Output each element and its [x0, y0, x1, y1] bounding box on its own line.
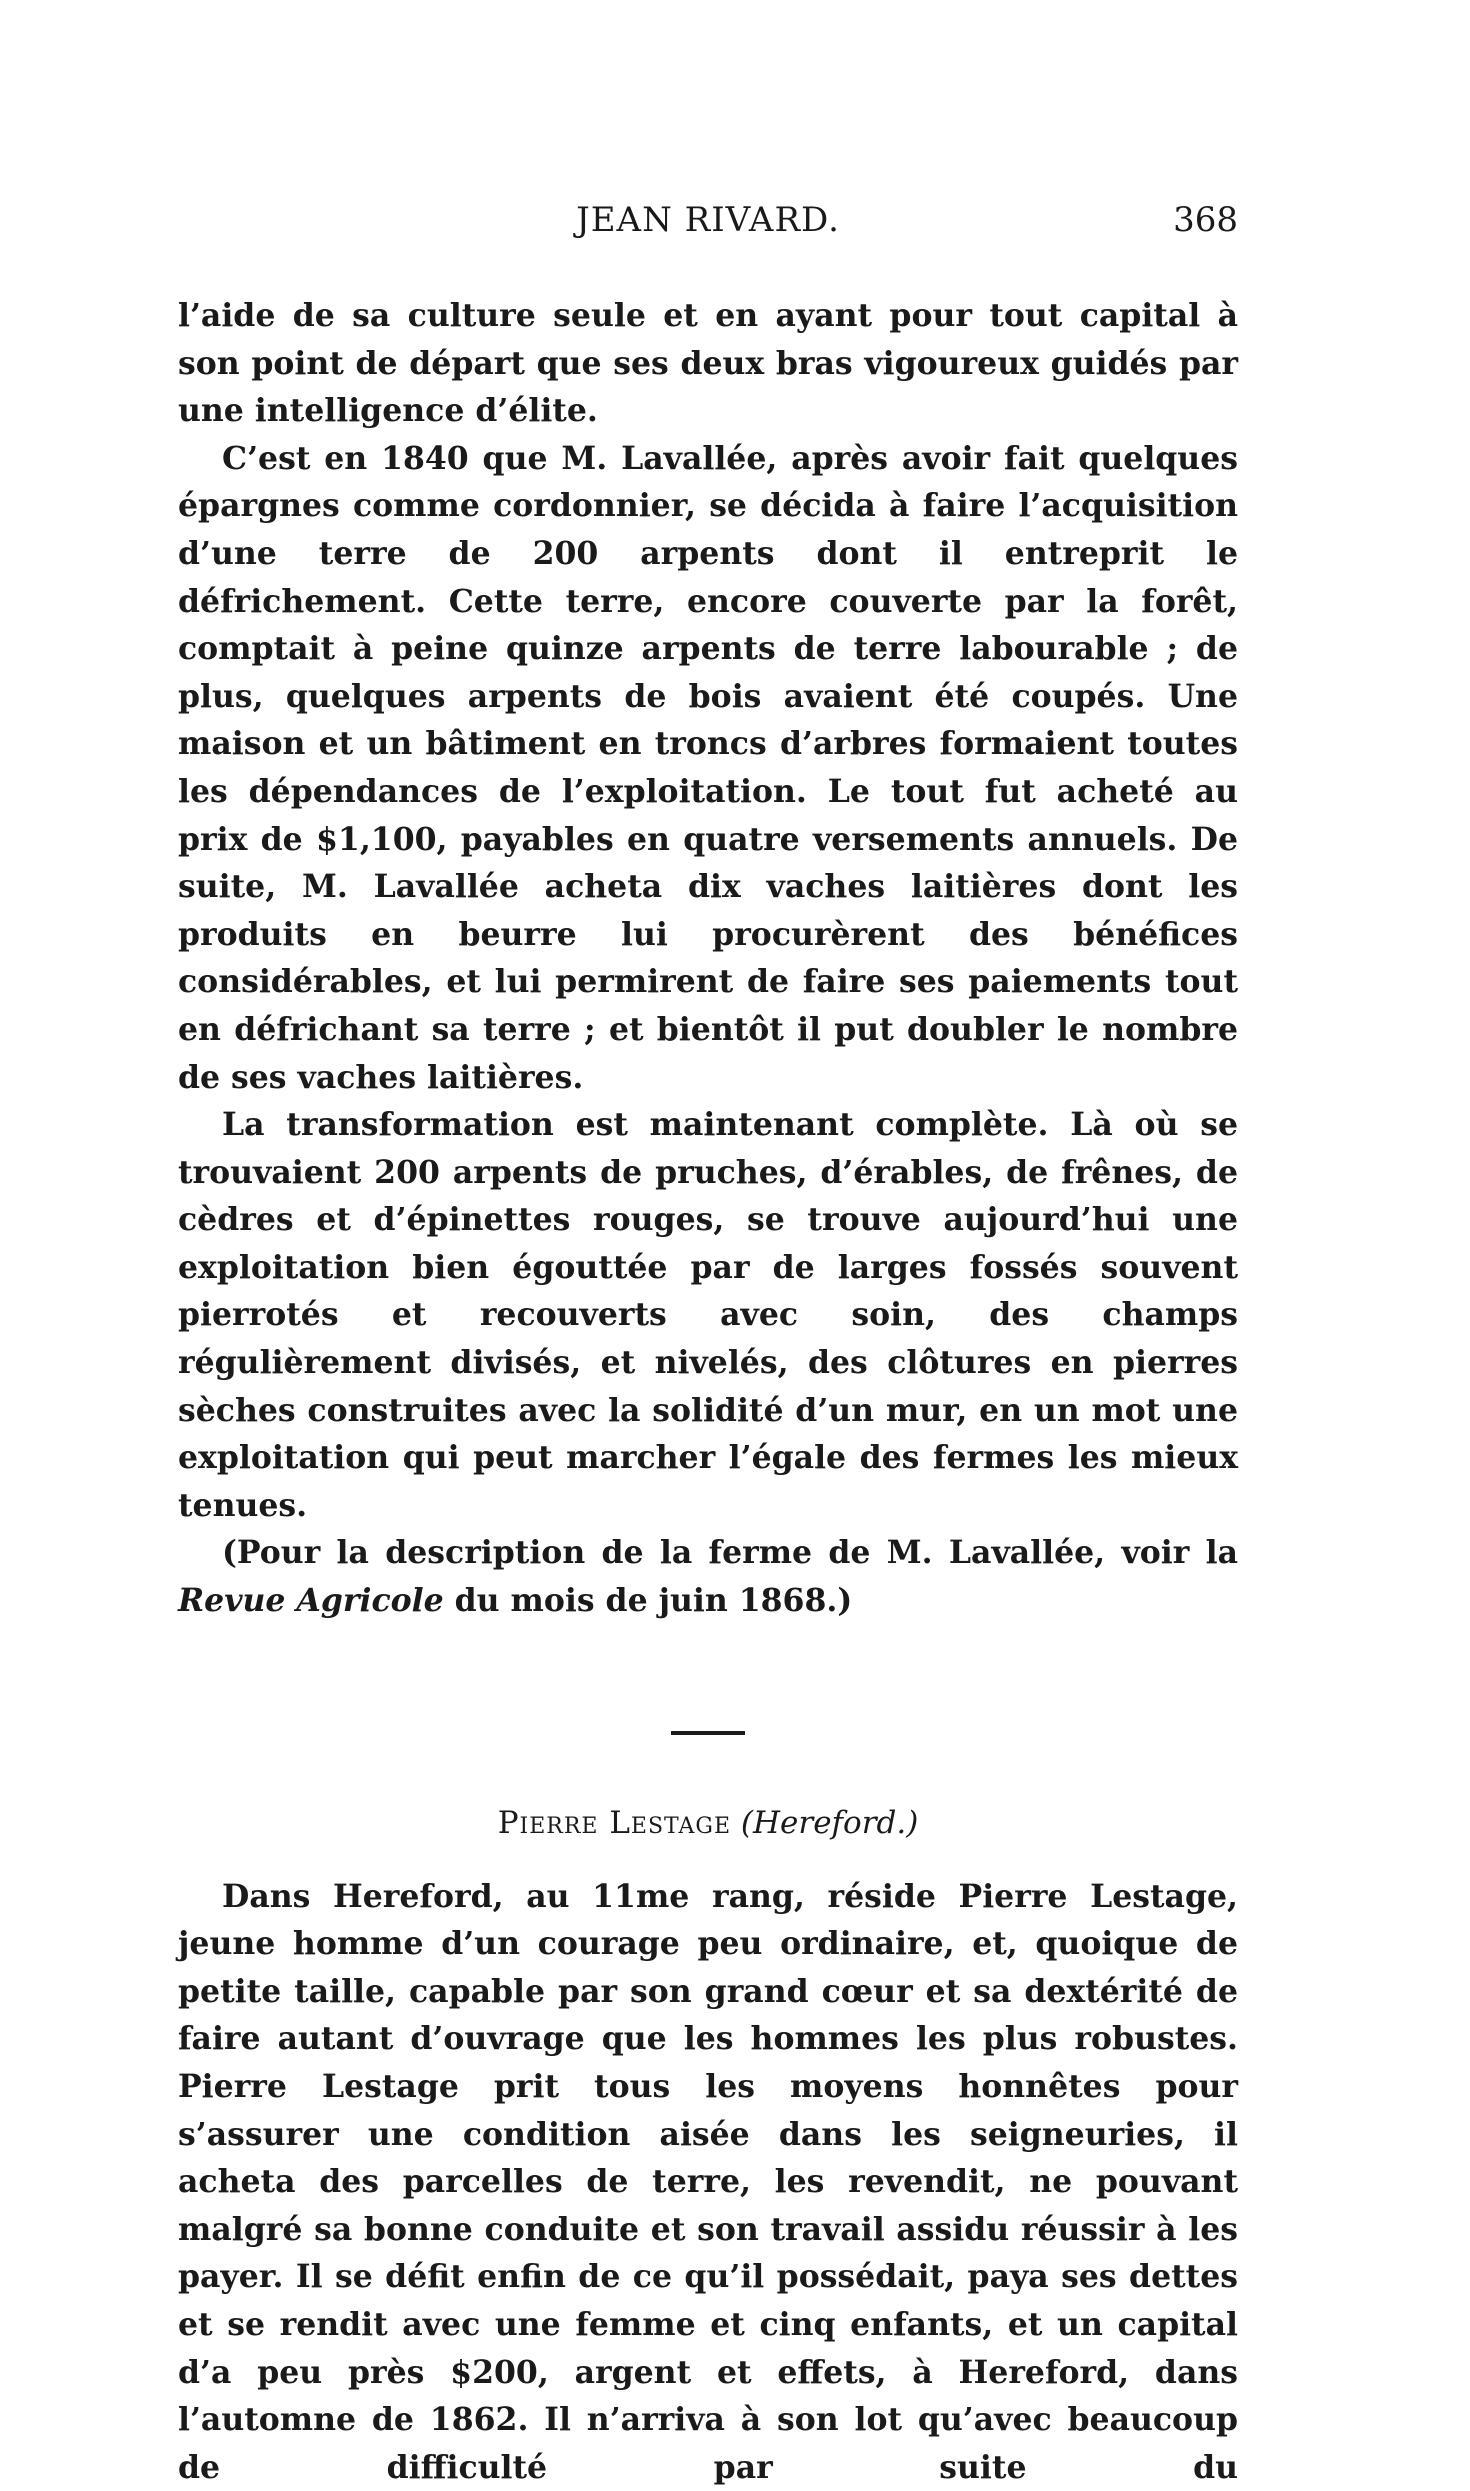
paragraph-lavallee-history: C’est en 1840 que M. Lavallée, après avoir fait quelques épargnes comme cordonnier, se décida à faire l’acquisition d’une terre de 200 arpents dont il entreprit le défrichement. Cette terre, encore couverte par la forêt, comptait à peine quinze arpents de terre labourable ; de plus, quelques arpents de bois avaient été coupés. Une maison et un bâtiment en troncs d’arbres formaient toutes les dépendances de l’exploitation. Le tout fut acheté au prix de $1,100, payables en quatre versements annuels. De suite, M. Lavallée acheta dix vaches laitières dont les produits en beurre lui procurèrent des bénéfices considérables, et lui permirent de faire ses paiements tout en défrichant sa terre ; et bientôt il put doubler le nombre de ses vaches laitières.: [178, 439, 1238, 1096]
book-page: [178, 200, 1238, 2491]
paragraph-note: (Pour la description de la ferme de M. Lavallée, voir la Revue Agricole du mois de juin 1868.): [178, 1534, 1238, 1620]
paragraph-continuation: l’aide de sa culture seule et en ayant pour tout capital à son point de départ que ses deux bras vigoureux guidés par une intelligence d’élite.: [178, 297, 1238, 430]
section-divider: [671, 1731, 745, 1735]
paragraph-transformation: La transformation est maintenant complète. Là où se trouvaient 200 arpents de pruches, d’érables, de frênes, de cèdres et d’épinettes rouges, se trouve aujourd’hui une exploitation bien égouttée par de larges fossés souvent pierrotés et recouverts avec soin, des champs régulièrement divisés, et nivelés, des clôtures en pierres sèches construites avec la solidité d’un mur, en un mot une exploitation qui peut marcher l’égale des fermes les mieux tenues.: [178, 1106, 1238, 1524]
paragraph-lestage: Dans Hereford, au 11me rang, réside Pierre Lestage, jeune homme d’un courage peu ordinaire, et, quoique de petite taille, capable par son grand cœur et sa dextérité de faire autant d’ouvrage que les hommes les plus robustes. Pierre Lestage prit tous les moyens honnêtes pour s’assurer une condition aisée dans les seigneuries, il acheta des parcelles de terre, les revendit, ne pouvant malgré sa bonne conduite et son travail assidu réussir à les payer. Il se défit enfin de ce qu’il possédait, paya ses dettes et se rendit avec une femme et cinq enfants, et un capital d’a peu près $200, argent et effets, à Hereford, dans l’automne de 1862. Il n’arriva à son lot qu’avec beaucoup de difficulté par suite du: [178, 1877, 1238, 2486]
running-title: JEAN RIVARD.: [576, 200, 840, 240]
section-heading: [178, 1801, 1238, 1845]
note-italic-title: Revue Agricole: [178, 1582, 444, 1620]
section-heading-name: Pierre Lestage: [497, 1804, 732, 1841]
section-heading-place: (Hereford.): [740, 1804, 919, 1841]
running-head: [178, 200, 1238, 260]
page-number: 368: [1173, 200, 1238, 240]
